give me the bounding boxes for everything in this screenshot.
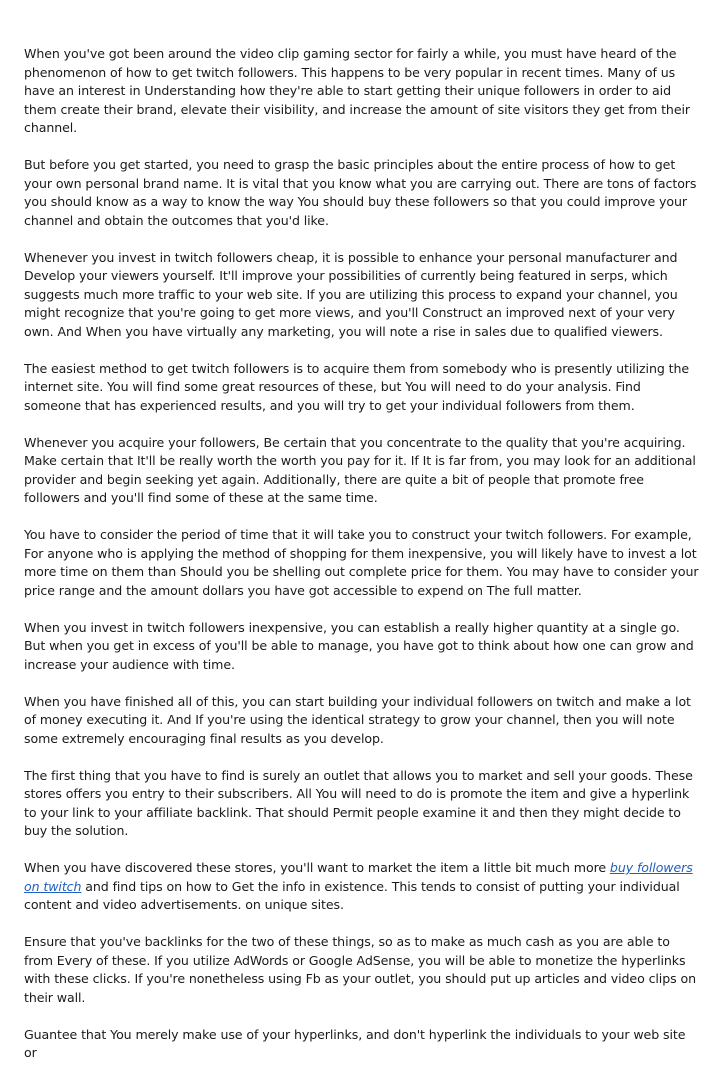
buy-followers-link[interactable]: buy followers on twitch xyxy=(24,860,693,894)
article-body xyxy=(24,45,700,1081)
paragraph-10 xyxy=(24,859,700,915)
paragraph-2: But before you get started, you need to grasp the basic principles about the entire process of how to get your own personal brand name. It is vital that you know what you are carrying out. There are tons of factors you should know as a way to know the way You should buy these followers so that you could improve your channel and obtain the outcomes that you'd like. xyxy=(24,157,697,228)
paragraph-10-after: and find tips on how to Get the info in existence. This tends to consist of putting your individual content and video advertisements. on unique sites. xyxy=(24,878,680,912)
paragraph-11: Ensure that you've backlinks for the two of these things, so as to make as much cash as you are able to from Every of these. If you utilize AdWords or Google AdSense, you will be able to monetize the hyperlinks with these clicks. If you're nonetheless using Fb as your outlet, you should put up articles and video clips on their wall. xyxy=(24,934,696,1005)
paragraph-9: The first thing that you have to find is surely an outlet that allows you to market and sell your goods. These stores offers you entry to their subscribers. All You will need to do is promote the item and give a hyperlink to your link to your affiliate backlink. That should Permit people examine it and then they might decide to buy the solution. xyxy=(24,767,693,838)
paragraph-10-before: When you have discovered these stores, you'll want to market the item a little bit much more xyxy=(24,860,610,875)
paragraph-7: When you invest in twitch followers inexpensive, you can establish a really higher quantity at a single go. But when you get in excess of you'll be able to manage, you have got to think about how one can grow and increase your audience with time. xyxy=(24,619,694,672)
paragraph-1: When you've got been around the video clip gaming sector for fairly a while, you must have heard of the phenomenon of how to get twitch followers. This happens to be very popular in recent times. Many of us have an interest in Understanding how they're able to start getting their unique followers in order to aid them create their brand, elevate their visibility, and increase the amount of site visitors they get from their channel. xyxy=(24,46,690,135)
paragraph-3: Whenever you invest in twitch followers cheap, it is possible to enhance your personal manufacturer and Develop your viewers yourself. It'll improve your possibilities of currently being featured in serps, which suggests much more traffic to your web site. If you are utilizing this process to expand your channel, you might recognize that you're going to get more views, and you'll Construct an improved next of your very own. And When you have virtually any marketing, you will note a rise in sales due to qualified viewers. xyxy=(24,249,678,339)
paragraph-5: Whenever you acquire your followers, Be certain that you concentrate to the quality that you're acquiring. Make certain that It'll be really worth the worth you pay for it. If It is far from, you may look for an additional provider and begin seeking yet again. Additionally, there are quite a bit of people that promote free followers and you'll find some of these at the same time. xyxy=(24,434,696,505)
paragraph-12: Guantee that You merely make use of your hyperlinks, and don't hyperlink the individuals to your web site or xyxy=(24,1026,686,1060)
paragraph-6: You have to consider the period of time that it will take you to construct your twitch followers. For example, For anyone who is applying the method of shopping for them inexpensive, you will likely have to invest a lot more time on them than Should you be shelling out complete price for them. You may have to consider your price range and the amount dollars you have got accessible to expend on The full matter. xyxy=(24,527,699,598)
paragraph-8: When you have finished all of this, you can start building your individual followers on twitch and make a lot of money executing it. And If you're using the identical strategy to grow your channel, then you will note some extremely encouraging final results as you develop. xyxy=(24,693,691,746)
paragraph-4: The easiest method to get twitch followers is to acquire them from somebody who is presently utilizing the internet site. You will find some great resources of these, but You will need to do your analysis. Find someone that has experienced results, and you will try to get your individual followers from them. xyxy=(24,360,689,413)
